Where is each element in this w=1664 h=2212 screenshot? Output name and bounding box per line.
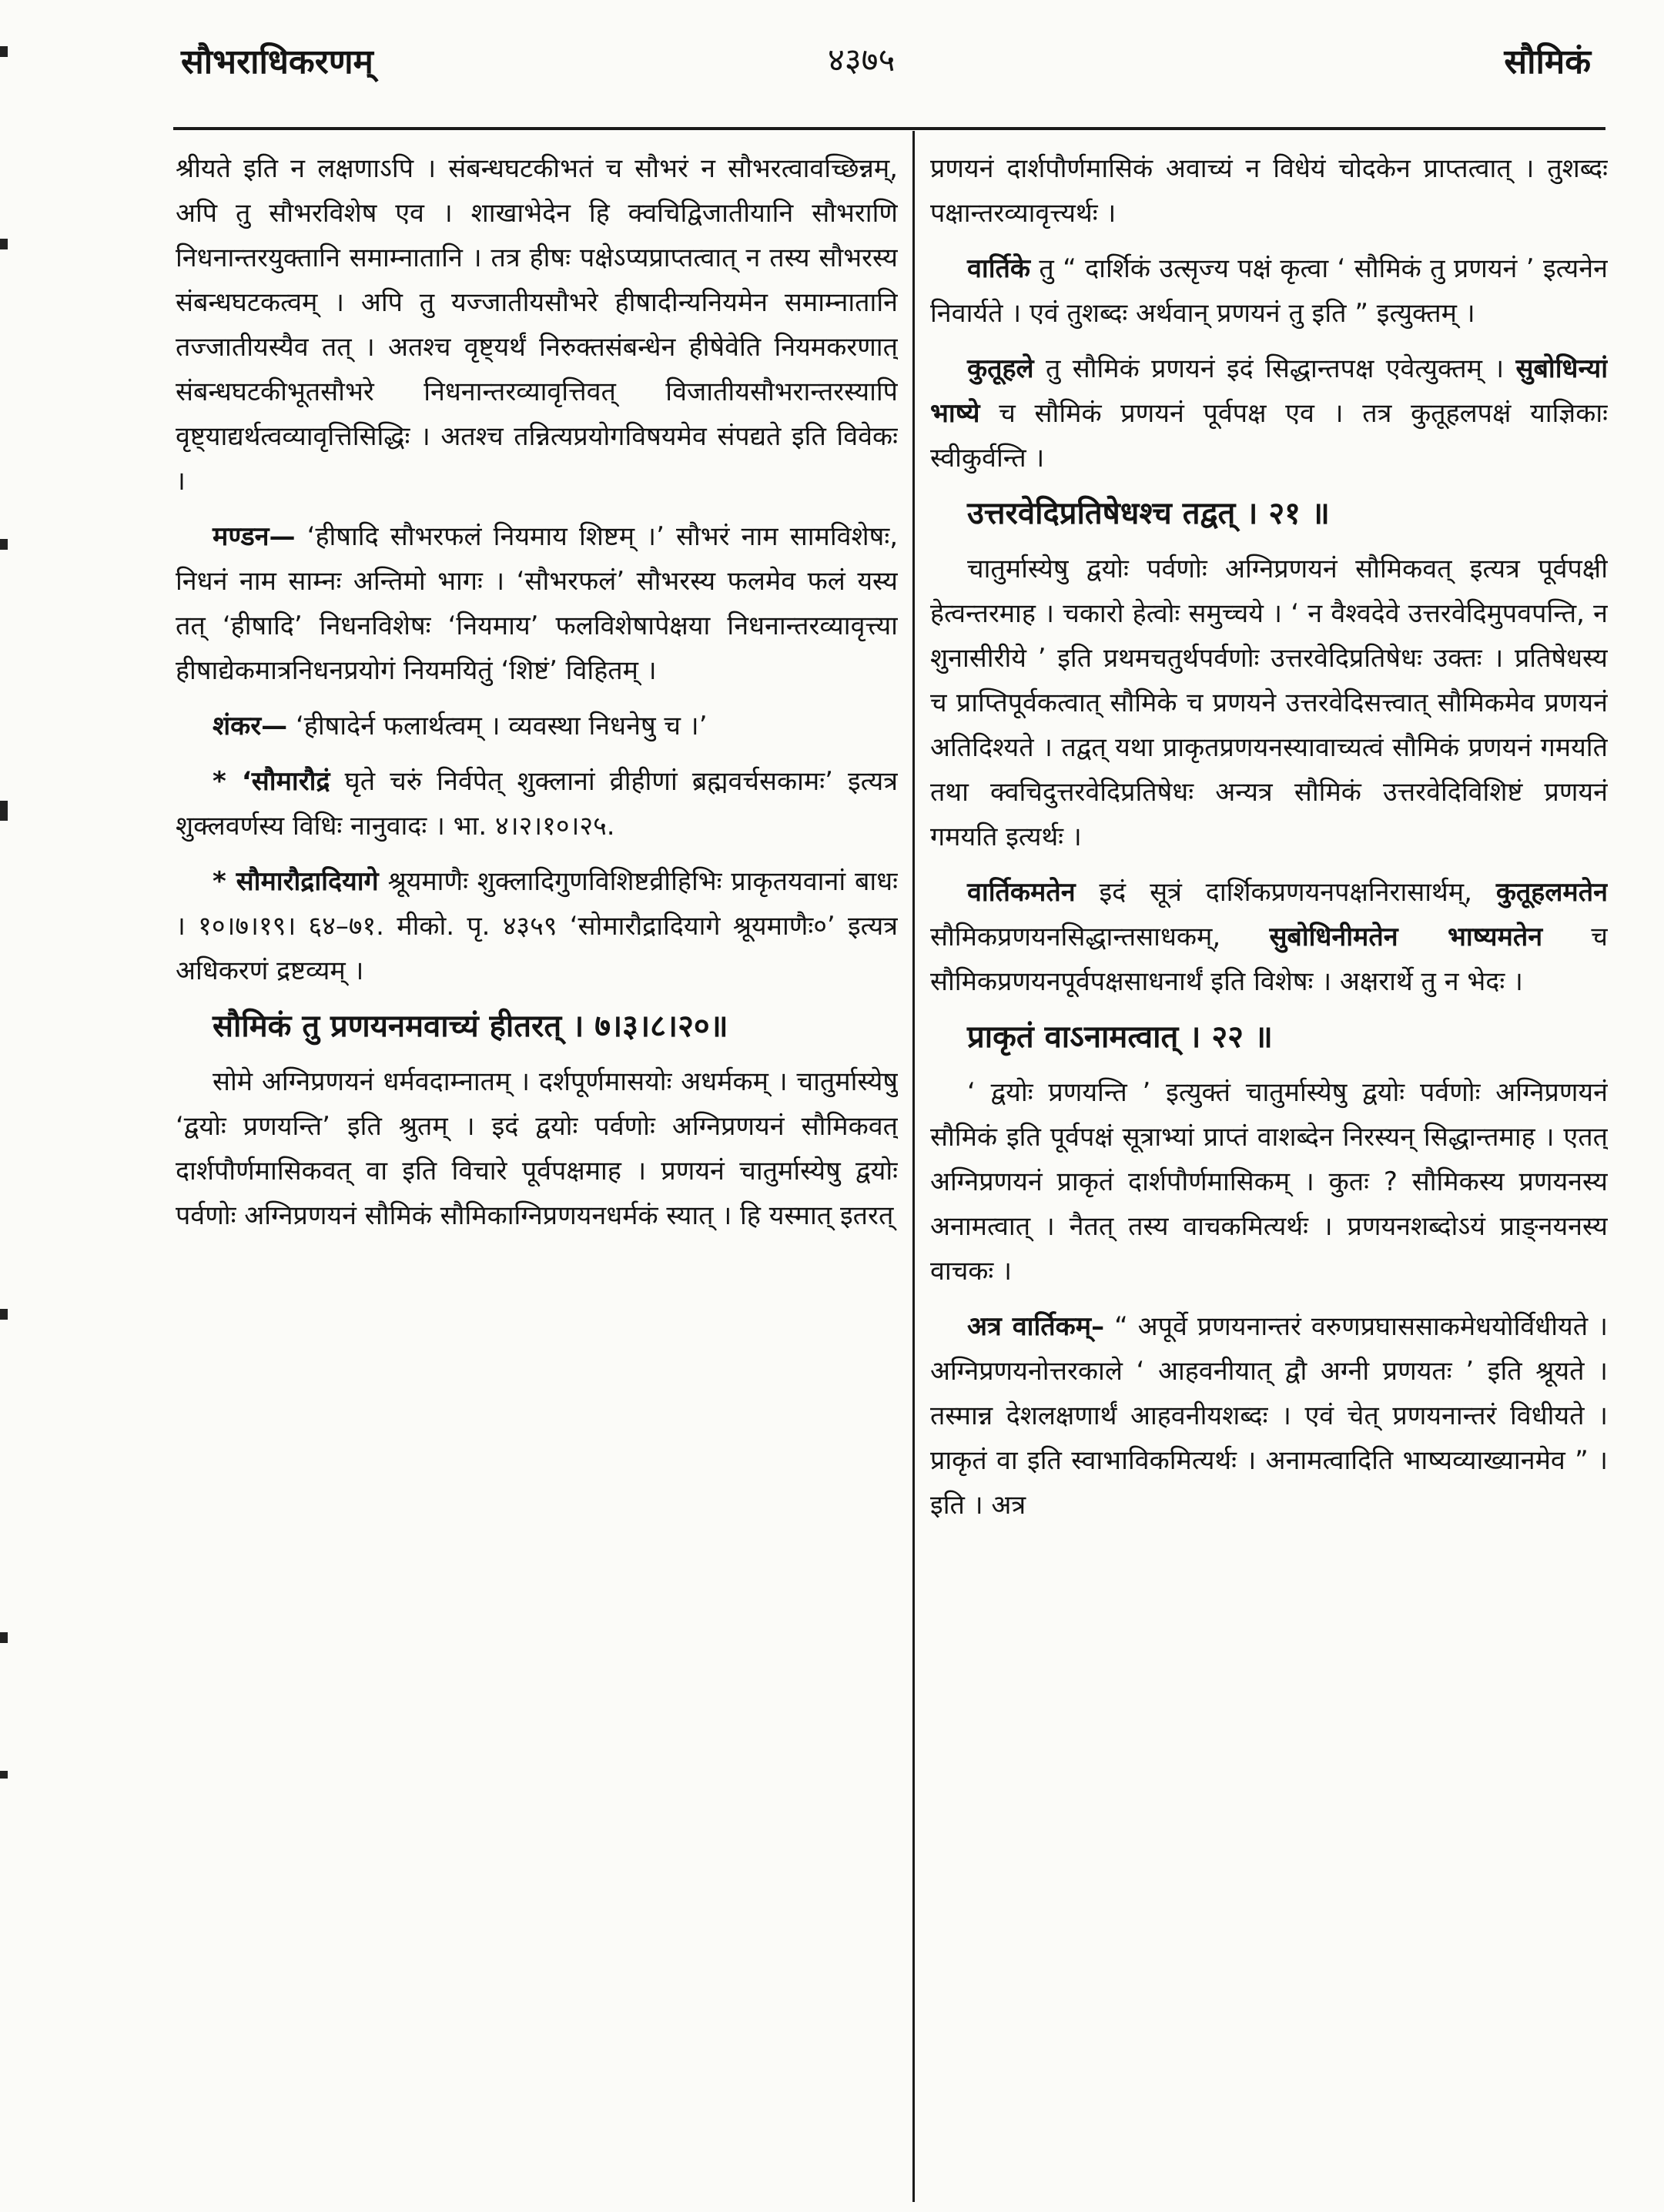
scan-mark: [0, 1309, 8, 1320]
entry-heading: * ‘सौमारौद्रं: [213, 766, 330, 797]
commentary-heading: सुबोधिन्यां भाष्ये: [930, 353, 1608, 429]
scan-mark: [0, 1771, 8, 1779]
paragraph-vartika-quote: [930, 1304, 1608, 1528]
commentary-heading: सुबोधिनीमतेन भाष्यमतेन: [1269, 922, 1543, 952]
commentary-text: तु सौमिकं प्रणयनं इदं सिद्धान्तपक्ष एवेत्युक्तम् ।: [1045, 353, 1505, 384]
entry-text: श्रूयमाणैः शुक्लादिगुणविशिष्टव्रीहिभिः प्राकृतयवानां बाधः । १०।७।१९। ६४–७१. मीको. पृ. ४३५९ ‘सोमारौद्रादियागे श्रूयमाणैः०’ इत्यत्र अधिकरणं द्रष्टव्यम् ।: [176, 866, 898, 986]
sutra-heading: उत्तरवेदिप्रतिषेधश्च तद्वत् । २१ ॥: [967, 496, 1330, 531]
commentary-text: इदं सूत्रं दार्शिकप्रणयनपक्षनिरासार्थम्,: [1099, 877, 1472, 908]
paragraph-kutuhala: [930, 346, 1608, 480]
paragraph-mandan: [176, 514, 898, 693]
commentary-heading: शंकर—: [213, 711, 288, 741]
paragraph: चातुर्मास्येषु द्वयोः पर्वणोः अग्निप्रणयनं सौमिकवत् इत्यत्र पूर्वपक्षी हेत्वन्तरमाह । चकारो हेत्वोः समुच्चये । ‘ न वैश्वदेवे उत्तरवेदिमुपवपन्ति, न शुनासीरीये ’ इति प्रथमचतुर्थपर्वणोः उत्तरवेदिप्रतिषेधः उक्तः । प्रतिषेधस्य च प्राप्तिपूर्वकत्वात् सौमिके च प्रणयने उत्तरवेदिसत्त्वात् सौमिकमेव प्रणयनं अतिदिश्यते । तद्वत् यथा प्राकृतप्रणयनस्यावाच्यत्वं सौमिकं प्रणयनं गमयति तथा क्वचिदुत्तरवेदिप्रतिषेधः अन्यत्र सौमिकं उत्तरवेदिविशिष्टं प्रणयनं गमयति इत्यर्थः ।: [930, 554, 1608, 852]
paragraph: प्रणयनं दार्शपौर्णमासिकं अवाच्यं न विधेयं चोदकेन प्राप्तत्वात् । तुशब्दः पक्षान्तरव्यावृत्त्यर्थः ।: [930, 153, 1608, 229]
left-column: [176, 146, 898, 2194]
scan-mark: [0, 46, 8, 57]
commentary-text: ‘हीषादेर्न फलार्थत्वम् । व्यवस्था निधनेषु च ।’: [295, 711, 708, 741]
column-divider: [912, 131, 915, 2202]
right-column: [930, 146, 1608, 2194]
paragraph: श्रीयते इति न लक्षणाऽपि । संबन्धघटकीभतं च सौभरं न सौभरत्वावच्छिन्नम्, अपि तु सौभरविशेष एव । शाखाभेदेन हि क्वचिद्विजातीयानि सौभराणि निधनान्तरयुक्तानि समाम्नातानि । तत्र हीषः पक्षेऽप्यप्राप्तत्वात् न तस्य सौभरस्य संबन्धघटकत्वम् । अपि तु यज्जातीयसौभरे हीषादीन्यनियमेन समाम्नातानि तज्जातीयस्यैव तत् । अतश्च वृष्ट्यर्थं निरुक्तसंबन्धेन हीषेवेति नियमकरणात् संबन्धघटकीभूतसौभरे निधनान्तरव्यावृत्तिवत् विजातीयसौभरान्तरस्यापि वृष्ट्याद्यर्थत्वव्यावृत्तिसिद्धिः । अतश्च तन्नित्यप्रयोगविषयमेव संपद्यते इति विवेकः ।: [176, 153, 898, 497]
commentary-text: च सौमिकं प्रणयनं पूर्वपक्ष एव । तत्र कुतूहलपक्षं याज्ञिकाः स्वीकुर्वन्ति ।: [930, 398, 1608, 474]
commentary-heading: वार्तिकमतेन: [967, 877, 1076, 908]
commentary-text: “ अपूर्वे प्रणयनान्तरं वरुणप्रघाससाकमेधयोर्विधीयते । अग्निप्रणयनोत्तरकाले ‘ आहवनीयात् द्वौ अग्नी प्रणयतः ’ इति श्रूयते । तस्मान्न देशलक्षणार्थं आहवनीयशब्दः । एवं चेत् प्रणयनान्तरं विधीयते । प्राकृतं वा इति स्वाभाविकमित्यर्थः । अनामत्वादिति भाष्यव्याख्यानमेव ” । इति । अत्र: [930, 1311, 1608, 1521]
entry-text: घृते चरुं निर्वपेत् शुक्लानां व्रीहीणां ब्रह्मवर्चसकामः’ इत्यत्र शुक्लवर्णस्य विधिः नानुवादः । भा. ४।२।१०।२५.: [176, 766, 898, 842]
scan-mark: [0, 539, 8, 550]
running-head-left: सौभराधिकरणम्: [181, 42, 373, 82]
commentary-heading: अत्र वार्तिकम्–: [967, 1311, 1105, 1342]
commentary-heading: मण्डन—: [213, 521, 296, 552]
commentary-text: च सौमिकप्रणयनपूर्वपक्षसाधनार्थं इति विशेषः । अक्षरार्थे तु न भेदः ।: [930, 922, 1608, 997]
entry-heading: * सौमारौद्रादियागे: [213, 866, 379, 897]
paragraph-views: [930, 870, 1608, 1004]
header-rule: [173, 127, 1605, 130]
scan-mark: [0, 801, 8, 821]
paragraph-vartika: [930, 246, 1608, 336]
paragraph-shankar: [176, 704, 898, 748]
commentary-text: तु “ दार्शिकं उत्सृज्य पक्षं कृत्वा ‘ सौमिकं तु प्रणयनं ’ इत्यनेन निवार्यते । एवं तुशब्दः अर्थवान् प्रणयनं तु इति ” इत्युक्तम् ।: [930, 253, 1608, 329]
scan-mark: [0, 239, 8, 249]
paragraph: ‘ द्वयोः प्रणयन्ति ’ इत्युक्तं चातुर्मास्येषु द्वयोः पर्वणोः अग्निप्रणयनं सौमिकं इति पूर्वपक्षं सूत्राभ्यां प्राप्तं वाशब्देन निरस्यन् सिद्धान्तमाह । एतत् अग्निप्रणयनं प्राकृतं दार्शपौर्णमासिकम् । कुतः ? सौमिकस्य प्रणयनस्य अनामत्वात् । नैतत् तस्य वाचकमित्यर्थः । प्रणयनशब्दोऽयं प्राङ्नयनस्य वाचकः ।: [930, 1077, 1608, 1287]
running-head-right: सौमिकं: [1504, 42, 1591, 82]
paragraph-cross-reference: [176, 759, 898, 848]
sutra-heading: प्राकृतं वाऽनामत्वात् । २२ ॥: [967, 1019, 1273, 1055]
commentary-heading: वार्तिके: [967, 253, 1031, 284]
page-number: ४३७५: [828, 41, 896, 79]
commentary-text: सौमिकप्रणयनसिद्धान्तसाधकम्,: [930, 922, 1221, 952]
commentary-text: ‘हीषादि सौभरफलं नियमाय शिष्टम् ।’ सौभरं नाम सामविशेषः, निधनं नाम साम्नः अन्तिमो भागः । ‘सौभरफलं’ सौभरस्य फलमेव फलं यस्य तत् ‘हीषादि’ निधनविशेषः ‘नियमाय’ फलविशेषापेक्षया निधनान्तरव्यावृत्त्या हीषाद्येकमात्रनिधनप्रयोगं नियमयितुं ‘शिष्टं’ विहितम् ।: [176, 521, 898, 686]
scan-mark: [0, 1632, 8, 1643]
sutra-heading: सौमिकं तु प्रणयनमवाच्यं हीतरत् । ७।३।८।२०॥: [213, 1009, 728, 1044]
commentary-heading: कुतूहले: [967, 353, 1034, 384]
commentary-heading: कुतूहलमतेन: [1495, 877, 1608, 908]
paragraph: सोमे अग्निप्रणयनं धर्मवदाम्नातम् । दर्शपूर्णमासयोः अधर्मकम् । चातुर्मास्येषु ‘द्वयोः प्रणयन्ति’ इति श्रुतम् । इदं द्वयोः पर्वणोः अग्निप्रणयनं सौमिकवत् दार्शपौर्णमासिकवत् वा इति विचारे पूर्वपक्षमाह । प्रणयनं चातुर्मास्येषु द्वयोः पर्वणोः अग्निप्रणयनं सौमिकं सौमिकाग्निप्रणयनधर्मकं स्यात् । हि यस्मात् इतरत्: [176, 1066, 898, 1231]
paragraph-cross-reference: [176, 859, 898, 993]
